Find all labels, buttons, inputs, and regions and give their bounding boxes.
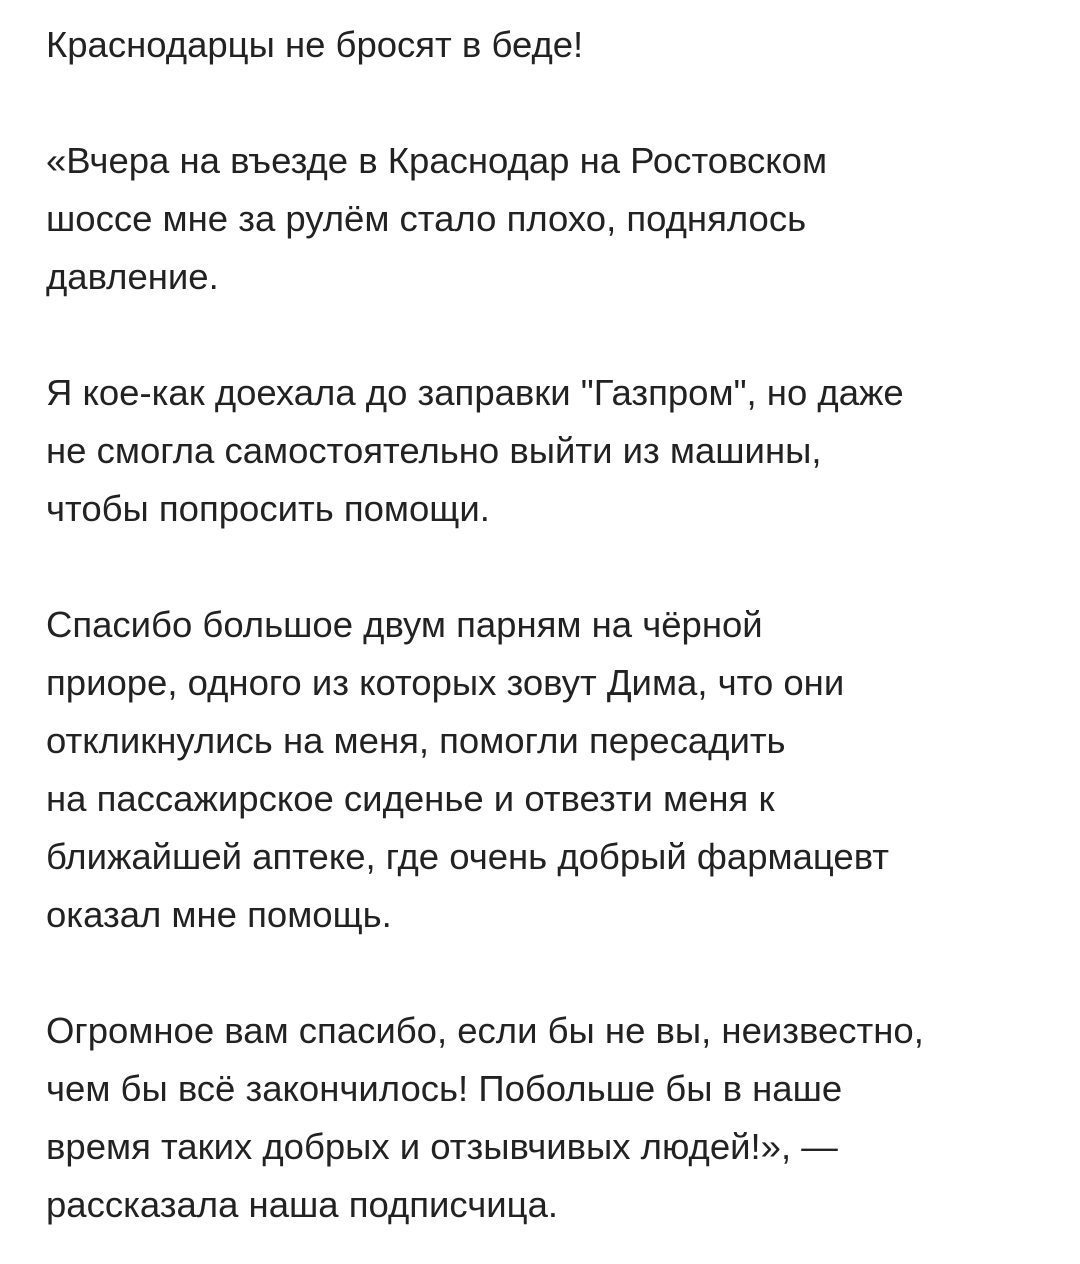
text-line: откликнулись на меня, помогли пересадить: [46, 720, 786, 761]
post-title-paragraph: [46, 16, 1056, 74]
text-line: ближайшей аптеке, где очень добрый фармацевт: [46, 836, 890, 877]
text-line: на пассажирское сиденье и отвезти меня к: [46, 778, 775, 819]
text-line: Я кое-как доехала до заправки "Газпром", но даже: [46, 372, 904, 413]
text-line: оказал мне помощь.: [46, 894, 392, 935]
post-paragraph: [46, 596, 1056, 944]
text-line: «Вчера на въезде в Краснодар на Ростовском: [46, 140, 828, 181]
text-line: Краснодарцы не бросят в беде!: [46, 24, 584, 65]
post-paragraph: [46, 364, 1056, 538]
text-line: давление.: [46, 256, 219, 297]
post-text: [46, 16, 1056, 1234]
post-paragraph: [46, 1002, 1056, 1234]
text-line: рассказала наша подписчица.: [46, 1184, 559, 1225]
text-line: Спасибо большое двум парням на чёрной: [46, 604, 763, 645]
text-line: приоре, одного из которых зовут Дима, что они: [46, 662, 845, 703]
text-line: время таких добрых и отзывчивых людей!», —: [46, 1126, 838, 1167]
text-line: шоссе мне за рулём стало плохо, поднялось: [46, 198, 807, 239]
post-paragraph: [46, 132, 1056, 306]
text-line: Огромное вам спасибо, если бы не вы, неизвестно,: [46, 1010, 924, 1051]
text-line: чтобы попросить помощи.: [46, 488, 490, 529]
text-line: не смогла самостоятельно выйти из машины,: [46, 430, 822, 471]
text-line: чем бы всё закончилось! Побольше бы в наше: [46, 1068, 843, 1109]
